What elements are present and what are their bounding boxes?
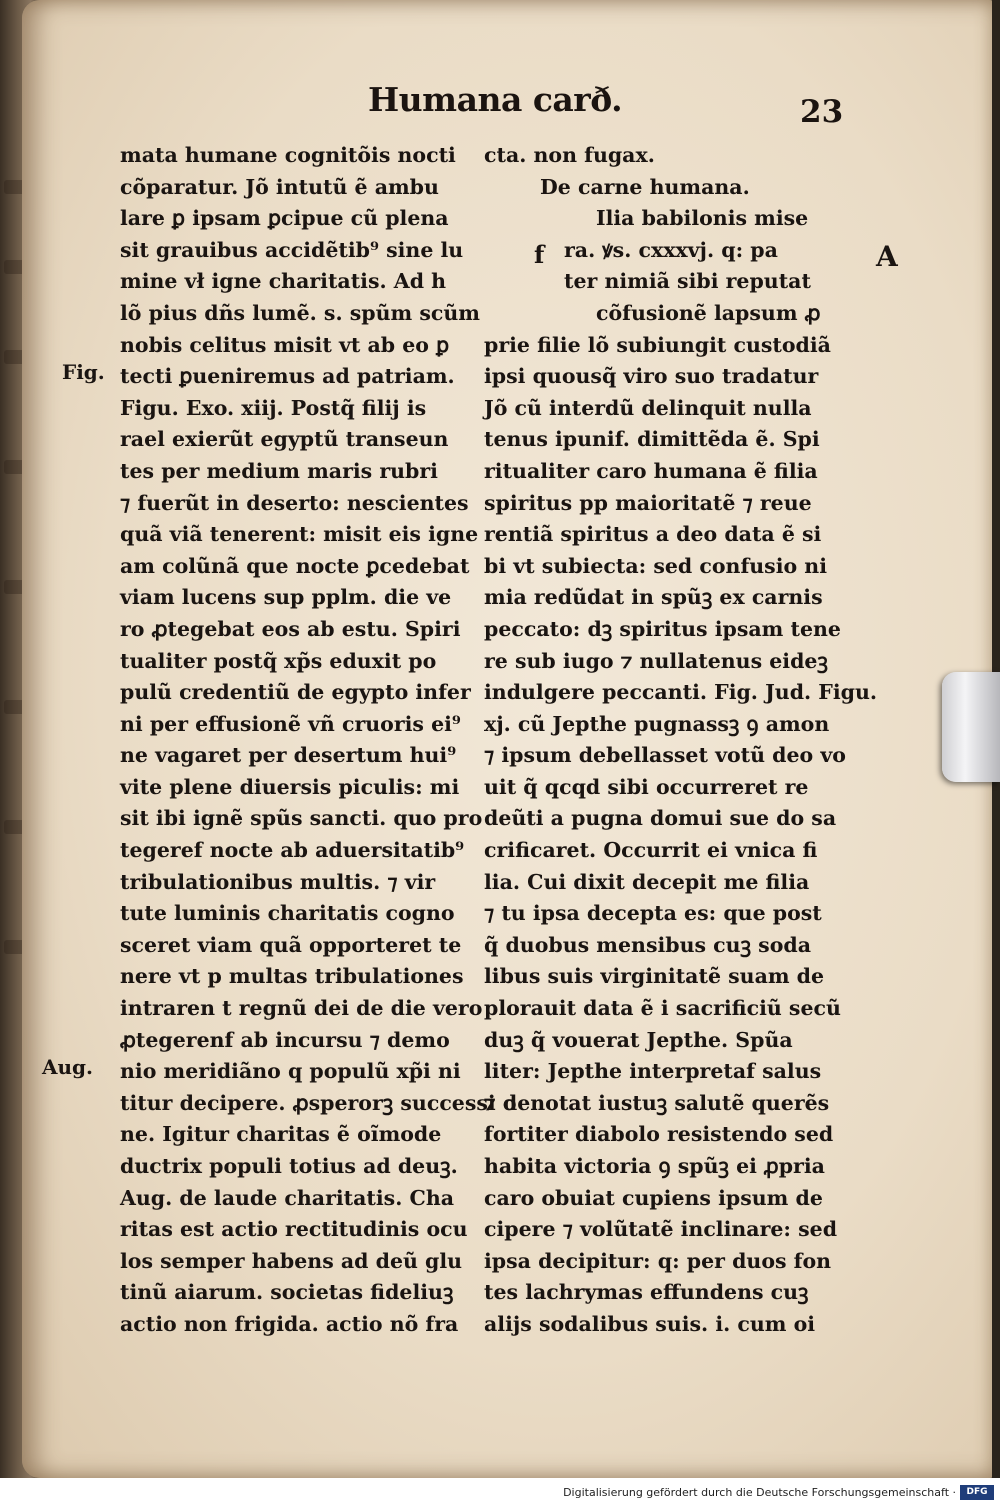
text-line: tes per medium maris rubri <box>120 458 438 483</box>
text-line: libus suis virginitatẽ suam de <box>484 964 825 989</box>
text-line: ⁊ denotat iustuꝫ salutẽ querẽs <box>484 1090 830 1115</box>
footer-bar <box>0 1478 1000 1508</box>
running-head: Humana carð. <box>368 80 623 119</box>
text-line: spiritus pp maioritatẽ ⁊ reue <box>484 490 812 515</box>
text-line: los semper habens ad deũ glu <box>120 1248 463 1273</box>
text-line: ne. Igitur charitas ẽ oĩmode <box>120 1122 442 1147</box>
text-line: cõfusionẽ lapsum ꝓ <box>596 300 821 325</box>
text-line: ⁊ fuerũt in deserto: nescientes <box>120 490 469 515</box>
text-line: liter: Jepthe interpretaf salus <box>484 1059 822 1084</box>
text-line: quã viã tenerent: misit eis igne <box>120 522 479 547</box>
text-line: titur decipere. ꝓsperorꝫ successi o <box>120 1090 517 1115</box>
right-text-column <box>484 140 878 1341</box>
text-line: cipere ⁊ volũtatẽ inclinare: sed <box>484 1217 838 1242</box>
text-line: mata humane cognitõis nocti <box>120 143 456 167</box>
text-line: tualiter postq̃ xp̃s eduxit po <box>120 648 437 673</box>
text-line: bi vt subiecta: sed confusio ni <box>484 553 827 578</box>
text-line: tribulationibus multis. ⁊ vir <box>120 869 436 894</box>
text-line: sit ibi ignẽ spũs sancti. quo pro <box>120 806 483 831</box>
text-line: ⁊ ipsum debellasset votũ deo vo <box>484 743 846 768</box>
text-line: ꝓtegerenf ab incursu ⁊ demo <box>120 1027 450 1052</box>
text-line: q̃ duobus mensibus cuꝫ soda <box>484 932 812 957</box>
footer-credit: Digitalisierung gefördert durch die Deutsche Forschungsgemeinschaft · <box>563 1486 956 1499</box>
text-line: xj. cũ Jepthe pugnassꝫ ꝯ amon <box>484 711 830 736</box>
text-line: nio meridiãno q populũ xp̃i ni <box>120 1059 461 1084</box>
text-line: Ilia babilonis mise <box>596 206 809 231</box>
text-line: tute luminis charitatis cogno <box>120 901 455 926</box>
text-line: rael exierũt egyptũ transeun <box>120 427 449 452</box>
text-line: ritualiter caro humana ẽ filia <box>484 458 818 483</box>
text-line: alijs sodalibus suis. i. cum oi <box>484 1311 816 1336</box>
text-line: tinũ aiarum. societas fideliuꝫ <box>120 1280 454 1305</box>
text-line: ne vagaret per desertum hui⁹ <box>120 743 457 768</box>
text-line: habita victoria ꝯ spũꝫ ei ꝓpria <box>484 1154 825 1178</box>
text-line: ra. ꝟs. cxxxvj. q: pa <box>564 237 778 262</box>
text-line: caro obuiat cupiens ipsum de <box>484 1185 823 1210</box>
margin-note-aug: Aug. <box>42 1055 94 1079</box>
text-line: lõ pius dñs lumẽ. s. spũm scũm <box>120 300 480 325</box>
text-line: crificaret. Occurrit ei vnica fi <box>484 838 818 863</box>
page-clip <box>942 672 1000 782</box>
text-line: intraren t regnũ dei de die vero <box>120 996 483 1021</box>
text-line: uit q̃ qcqd sibi occurreret re <box>484 774 809 799</box>
text-line: tecti ꝑueniremus ad patriam. <box>120 364 455 389</box>
text-line: De carne humana. <box>540 174 750 199</box>
text-line: plorauit data ẽ i sacrificiũ secũ <box>484 996 841 1021</box>
text-line: am colũnã que nocte ꝑcedebat <box>120 553 470 578</box>
text-line: fortiter diabolo resistendo sed <box>484 1122 834 1147</box>
text-line: vite plene diuersis piculis: mi <box>120 774 460 799</box>
text-line: peccato: dꝫ spiritus ipsam tene <box>484 616 841 641</box>
text-line: Figu. Exo. xiij. Postq̃ filij is <box>120 395 427 420</box>
text-line: ritas est actio rectitudinis ocu <box>120 1217 468 1242</box>
dfg-logo: DFG <box>960 1485 994 1500</box>
text-line: re sub iugo ⁊ nullatenus eideꝫ <box>484 648 828 673</box>
text-line: Jõ cũ interdũ delinquit nulla <box>484 395 812 420</box>
text-line: pulũ credentiũ de egypto infer <box>120 680 471 705</box>
text-line: lare ꝑ ipsam ꝑcipue cũ plena <box>120 206 449 231</box>
text-line: ro ꝓtegebat eos ab estu. Spiri <box>120 616 461 641</box>
text-line: ⁊ tu ipsa decepta es: que post <box>484 901 822 926</box>
text-line: nere vt p multas tribulationes <box>120 964 464 989</box>
text-line: mine vł igne charitatis. Ad h <box>120 269 447 294</box>
text-line: sceret viam quã opporteret te <box>120 932 462 957</box>
text-line: prie filie lõ subiungit custodiã <box>484 332 831 357</box>
text-line: Aug. de laude charitatis. Cha <box>120 1185 455 1210</box>
text-line: indulgere peccanti. Fig. Jud. Figu. <box>484 680 878 705</box>
folio-number: 23 <box>800 94 844 130</box>
text-line: ipsi quousq̃ viro suo tradatur <box>484 364 819 389</box>
margin-note-fig: Fig. <box>62 360 105 384</box>
text-line: viam lucens sup pplm. die ve <box>120 585 452 610</box>
text-line: cõparatur. Jõ intutũ ẽ ambu <box>120 174 439 199</box>
margin-note-a: A <box>876 240 898 273</box>
text-line: cta. non fugax. <box>484 143 655 167</box>
text-line: ductrix populi totius ad deuꝫ. <box>120 1154 458 1178</box>
text-line: ter nimiã sibi reputat <box>564 269 811 294</box>
text-line: duꝫ q̃ vouerat Jepthe. Spũa <box>484 1027 793 1052</box>
text-line: lia. Cui dixit decepit me filia <box>484 869 810 894</box>
text-line: ni per effusionẽ vñ cruoris ei⁹ <box>120 711 461 736</box>
text-line: actio non frigida. actio nõ fra <box>120 1311 459 1336</box>
text-line: tes lachrymas effundens cuꝫ <box>484 1280 809 1305</box>
left-text-column <box>120 140 517 1341</box>
text-line: sit grauibus accidẽtib⁹ sine lu <box>120 237 464 262</box>
text-line: deũti a pugna domui sue do sa <box>484 806 837 831</box>
text-line: rentiã spiritus a deo data ẽ si <box>484 522 822 547</box>
margin-note-f: f <box>534 240 545 269</box>
text-line: mia redũdat in spũꝫ ex carnis <box>484 585 823 610</box>
text-line: ipsa decipitur: q: per duos fon <box>484 1248 832 1273</box>
text-line: tenus ipunif. dimittẽda ẽ. Spi <box>484 427 820 452</box>
text-line: nobis celitus misit vt ab eo ꝑ <box>120 332 450 357</box>
text-line: tegeref nocte ab aduersitatib⁹ <box>120 838 465 863</box>
